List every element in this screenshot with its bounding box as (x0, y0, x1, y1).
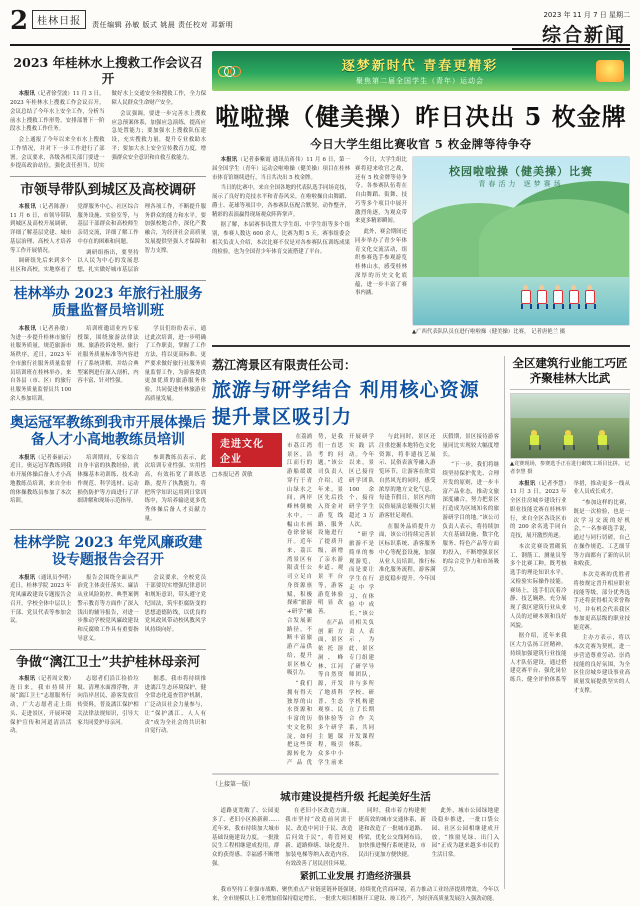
left-column (10, 51, 206, 889)
bottom-headline: 城市建设提档升级 托起美好生活 (280, 790, 431, 803)
page-grid (10, 51, 630, 902)
main-column (212, 51, 630, 902)
article-body (10, 675, 206, 736)
athlete-figure (553, 285, 562, 307)
feature-subheadline: 今日大学生组比赛收官 5 枚金牌等待争夺 (310, 137, 532, 151)
article-text: 我市坚持工业强市战略，聚焦重点产业链延链补链强链，持续优化营商环境，着力推动工业经济提质增效。今年以来，全市规模以上工业增加值保持稳定增长，一批重大项目相继开工建设、竣工投产，为经济高质量发展注入强劲动能。 (212, 887, 499, 902)
feature-headline: 啦啦操（健美操）昨日决出 5 枚金牌 (215, 102, 627, 131)
company-photo (212, 773, 499, 775)
article-text: “研学旅游不是简单的参观游览，而是要让学生在行走中学习、在体验中成长。”该公司相关负责人表示，为此，景区专门组建了研学导师团队，并与多所学校、研学机构建立了长期合作关系，共同开发课程体系。 (349, 532, 374, 749)
article-text: “下一步，我们将继续坚持保护优先、合理开发的原则，进一步丰富产品业态，推动文旅深度融合，努力把景区打造成为区域知名的旅游研学目的地。”该公司负责人表示，将持续加大在基础设施、数字化服务、特色产品等方面的投入，不断增强景区的综合竞争力和市场吸引力。 (442, 462, 499, 574)
company-feature (212, 356, 499, 902)
article-text: 参训教练员表示，此次培训专业性强、实用性高，有效拓宽了训练思路，提升了执教能力，将把所学知识运用到日常训练中，为培养输送更多优秀体操后备人才贡献力量。 (144, 454, 206, 522)
editors-line: 责任编辑 孙敏 版式 姚晨 责任校对 邓新明 (92, 21, 234, 29)
games-banner (212, 51, 630, 91)
feature-body (212, 156, 350, 336)
divider (510, 389, 630, 390)
article-text: 在荔浦市荔江湾景区，沿江而行的游船缓缓穿行于青山绿水之间，两岸峰林倒映水中，一幅山水画卷徐徐展开。近年来，荔江湾景区有限责任公司立足自身资源禀赋，积极探索“旅游+研学”融合发展新路径，不断丰富旅游产品供给，提升景区核心吸引力。 (287, 434, 312, 677)
sidebar-body (510, 480, 630, 696)
article-text: （通讯员李明）近日，桂林学院 2023 年党风廉政建设专题报告会召开，学校全体中层以上干部、党员代表等参加会议。 (10, 574, 72, 625)
article-text: 在产品创新方面，景区依托溶洞、峰林、江河等自然资源，开发了地质科普、生态观察、民俗体验等多个研学主题课程，吸引众多中小学生前来开展研学实践活动。今年以来，景区已接待研学团队 100 余个，接待研学学生超过 3 万人次。 (318, 434, 374, 766)
worker-figure (563, 430, 573, 450)
article-text: 此外，城市公园绿地建设稳步推进，一批口袋公园、社区公园相继建成开放，“推窗见绿、出门入园”正成为越来越多市民的生活日常。 (431, 808, 499, 858)
company-body-right (379, 433, 499, 584)
worker-figure (423, 773, 433, 774)
article-body (10, 90, 206, 171)
article-text: 会上通报了今年以来全市水上搜救工作情况，并对下一步工作进行了部署。会议要求，各级各相关部门要进一步提高政治站位，强化责任担当，切实做好水上交通安全和搜救工作，全力保障人民群众生命财产安全。 (10, 91, 206, 170)
article-text: 今日，大学生组比赛将迎来收官之战，还有 5 枚金牌等待争夺。各参赛队伍将在自由舞蹈、街舞、技巧等多个项目中展开激烈角逐，为观众带来更多精彩瞬间。 (355, 157, 407, 225)
article-text: （记者秦丽云）近日，奥运冠军教练到我市开展体操后备人才小高地教练员培训，来自全市的体操教练员参加了本次培训。 (10, 454, 72, 505)
athlete-figure (521, 285, 530, 307)
section-tag: 走进文化企业 (212, 433, 282, 467)
dateline: 本报讯 (18, 203, 37, 210)
article-text: 据了解，本届赛事设置大学生组、中学生组等多个组别，参赛人数达 600 余人，比赛为期 5 天。赛事组委会相关负责人介绍，本次比赛不仅是对各参赛队伍训练成果的检验，也为全国青少年体育交流搭建了平台。 (212, 222, 350, 255)
bottom-subheadline: 紧抓工业发展 打造经济强县 (299, 871, 412, 882)
article-headline: 争做“漓江卫士”共护桂林母亲河 (16, 654, 200, 670)
article-text: （记者徐莹波）11 月 3 日，2023 年桂林水上搜救工作会议召开，会议总结了今年水上安全工作，分析当前水上搜救工作形势，安排部署下一阶段水上搜救工作任务。 (10, 91, 105, 133)
banner-subtitle: 聚焦第二届全国学生（青年）运动会 (356, 77, 484, 85)
article-text: （记者陈静）11 月 6 日，市领导带队到城区及高校开展调研，详细了解基层党建、城市基层治理、高校人才培养等工作开展情况。 (10, 203, 72, 254)
tag-wrap (212, 433, 282, 478)
article-text: 本次竞赛设置砌筑工、钢筋工、测量员等多个比赛工种，既考核选手的理论知识水平，又检验实际操作技能。赛场上，选手们沉着冷静、技艺娴熟，充分展现了我区建筑行业从业人员的过硬本领和良好风貌。 (510, 543, 567, 629)
paper-logo: 桂林日报 (32, 10, 86, 29)
article-text: 调研组指出，要坚持以人民为中心的发展思想，扎实做好城市基层治理各项工作，不断提升服务群众的能力和水平。要加强校地合作，深化产教融合，为经济社会高质量发展提供坚强人才保障和智力支撑。 (77, 203, 206, 274)
photo-sky (511, 394, 629, 418)
article-text: 据悉，我市将持续推进漓江生态环境保护，健全常态化巡查管护机制，广泛动员社会力量参与，让“保护漓江、人人有责”成为全社会的共识和自觉行动。 (144, 675, 206, 735)
article-headline: 奥运冠军教练到我市开展体操后备人才小高地教练员培训 (10, 414, 206, 449)
worker-figure (253, 773, 263, 774)
company-lead: 荔江湾景区有限责任公司： (212, 358, 357, 373)
article-text: 志愿者们沿江捡拾垃圾、清理水面漂浮物，并向沿岸居民、游客发放宣传资料，普及漓江保护相关法律法规知识，引导大家共同爱护母亲河。 (77, 675, 139, 726)
article-text: （记者周文俊）连日来，我市持续开展“漓江卫士”志愿服务行动，广大志愿者走上街头、走进景区，开展环境保护宣传和河道清洁活动。 (10, 675, 72, 735)
sidebar-headline: 全区建筑行业能工巧匠齐聚桂林大比武 (512, 356, 628, 386)
top-feature (212, 51, 630, 336)
article-text: 本次竞赛的优胜者将按规定晋升相应职业技能等级，部分优秀选手还将获得相关荣誉称号，并有机会代表我区参加更高层级的职业技能竞赛。 (573, 572, 630, 631)
sidebar-photo (510, 393, 630, 459)
right-sidebar (504, 356, 630, 889)
article-text: 在老旧小区改造方面，我市坚持“改造前问需于民、改造中问计于民、改造后问效于民”，将管网更新、道路修缮、绿化提升、加装电梯等纳入改造内容，有效改善了居民居住环境。 (285, 808, 353, 867)
illustration-title: 校园啦啦操（健美操）比赛 (449, 165, 593, 178)
games-emblem-icon (596, 60, 624, 82)
banner-top (218, 55, 624, 86)
feature-content (212, 156, 630, 336)
article-headline: 市领导带队到城区及高校调研 (20, 182, 196, 198)
article-text: 培训班邀请业内专家授课，围绕旅游法律法规、旅游投诉处理、旅行社服务质量标准等内容进行了系统讲解，并结合典型案例进行深入剖析，内容丰富、针对性强。 (77, 325, 139, 385)
dateline: 本报讯 (220, 157, 238, 163)
masthead (10, 8, 630, 46)
feature-body-2 (355, 156, 407, 336)
athlete-figure (569, 285, 578, 307)
worker-figure (363, 773, 373, 774)
article-text: 道路更宽敞了、公园更多了、老旧小区换新颜……近年来，我市持续加大城市基础设施建设力度，一批批民生工程相继建成投用，群众的获得感、幸福感不断增强。 (212, 808, 280, 867)
article-text: 据介绍，近年来我区大力弘扬工匠精神，持续加强建筑行业技能人才队伍建设，通过搭建竞赛平台、强化岗位练兵、健全评价体系等举措，推动更多一线从业人员成长成才。 (510, 480, 630, 684)
dateline: 本报讯 (18, 454, 36, 461)
company-title: 旅游与研学结合 利用核心资源提升景区吸引力 (212, 379, 480, 429)
article-body (10, 325, 206, 404)
article-headline: 桂林举办 2023 年旅行社服务质量监督员培训班 (13, 285, 203, 320)
olympic-rings-icon (218, 64, 244, 78)
dateline: 本报讯 (18, 574, 36, 581)
article-text: 同时，我市着力构建便捷高效的城市交通体系，新建和改造了一批城市道路、桥梁，优化公交线网布局，加快推进慢行系统建设，市民出行更加方便快捷。 (358, 808, 426, 858)
divider (10, 280, 206, 281)
article-text: 会议强调，要进一步完善水上搜救应急预案体系，加强应急演练，提高应急处置能力；要加强水上搜救队伍建设，充实搜救力量，提升专业救助水平；要加大水上安全宣传教育力度，增强群众安全意识和自救互救能力。 (111, 110, 206, 161)
sidebar-photo-caption: ▲竞赛现场，参赛选手正在进行砌筑工项目比拼。 记者李慧 摄 (510, 460, 630, 475)
photo-caption: ▲广西代表队队员在进行啦啦操（健美操）比赛。 记者唐艳兰 摄 (412, 329, 566, 335)
article-body (10, 574, 206, 644)
article-text: “我们拥有得天独厚的山水资源和丰富的历史文化积淀，如何把这些资源转化为产品优势，是我们一直思考的问题。”该公司负责人介绍，近年来，景区先后投入资金对游览线路、服务设施进行了提质升级，新增了亲水游步道、观景平台等，游客游览体验明显改善。 (287, 434, 343, 766)
article-body (10, 203, 206, 275)
divider (10, 409, 206, 410)
dateline: 本报讯 (518, 480, 536, 487)
feature-illustration-wrap (412, 156, 630, 336)
publish-date: 2023 年 11 月 7 日 星期二 (543, 11, 630, 19)
dateline: 本报讯 (18, 325, 37, 332)
article-body (10, 454, 206, 524)
dateline: 本报讯 (18, 91, 35, 98)
divider (10, 176, 206, 177)
article-text: 与此同时，景区还注重挖掘本地特色文化资源，将非遗技艺展示、民俗表演等融入游览环节，让游客在欣赏自然风光的同时，感受浓厚的地方文化气息。每逢节假日，景区内的民俗展演总能吸引大量游客驻足观看。 (379, 434, 436, 519)
divider (212, 345, 630, 347)
worker-figure (468, 773, 478, 774)
masthead-right (512, 8, 630, 50)
article-text: 学员们纷纷表示，通过此次培训，进一步明确了工作职责，掌握了工作方法，将以更高标准、更严要求做好旅行社服务质量监督工作，为游客提供更加优质的旅游服务体验，共同促进桂林旅游业高质量发展。 (144, 325, 206, 402)
lower-section (212, 356, 630, 902)
bottom-footer-body (212, 886, 499, 904)
athlete-figure (585, 285, 594, 307)
illustration (412, 156, 630, 326)
hill-shape (479, 199, 630, 285)
article-text: 在服务品质提升方面，该公司持续完善景区标识系统、游客服务中心等配套设施，加强从业人员培训，推行标准化服务流程，游客满意度稳步提升。今年国庆假期，景区接待游客量同比实现较大幅度增长。 (379, 434, 499, 583)
article-headline: 桂林学院 2023 年党风廉政建设专题报告会召开 (13, 534, 203, 569)
page-number: 2 (10, 6, 29, 36)
dateline: 本报讯 (18, 675, 36, 682)
bottom-left-article (212, 779, 499, 906)
article-text: 培训期间，专家结合自身丰富的执教经验，就体操基本功训练、技术动作规范、科学选材、运动损伤防护等方面进行了详细讲解和现场示范指导。 (77, 454, 139, 505)
banner-slogan: 逐梦新时代 青春更精彩 (341, 59, 499, 74)
article-text: 会议要求，全校党员干部要切实增强纪律意识和规矩意识，带头遵守党纪国法，筑牢拒腐防变的思想道德防线，以优良的党风政风带动校风教风学风持续向好。 (144, 574, 206, 634)
article-text: （记者秦紫霞 通讯员蒋伟）11 月 6 日，第一届全国学生（青年）运动会啦啦操（健美操）项目在桂林市体育馆继续进行，当日共决出 5 枚金牌。 (212, 157, 350, 181)
section-title: 综合新闻 (512, 20, 630, 50)
article-text: 当日的比赛中，来自全国各地的代表队选手同场竞技，展示了良好的竞技水平和青春风采。在啦啦操自由舞蹈、爵士、花球等项目中，各参赛队伍配合默契、动作整齐，精彩的表演赢得现场观众阵阵掌声。 (212, 185, 351, 218)
article-text: （记者李慧）11 月 3 日，2023 年全区住房城乡建设行业职业技能竞赛在桂林举行，来自全区各设区市的 200 余名选手同台竞技，展开激烈角逐。 (510, 480, 567, 540)
article-text: 报告会围绕全面从严治党主体责任落实、廉洁从业风险防控、典型案例警示教育等方面作了深入浅出的辅导报告，对进一步推动学校党风廉政建设和反腐败工作具有重要指导意义。 (77, 574, 139, 642)
worker-figure (597, 430, 607, 450)
illustration-subtitle: 青春活力 逐梦赛场 (478, 180, 564, 188)
company-body-top (287, 433, 374, 768)
byline: □本报记者 黄敏 (212, 472, 253, 479)
article-headline: 2023 年桂林水上搜救工作会议召开 (13, 55, 203, 86)
article-text: 主办方表示，将以本次竞赛为契机，进一步营造尊重劳动、崇尚技能的良好氛围，为全区住房城乡建设事业高质量发展提供坚实的人才支撑。 (573, 635, 630, 694)
divider (10, 649, 206, 650)
article-text: 调研组先后来到多个社区和高校，实地察看了党群服务中心、社区综合服务设施、实验室等，与基层干部群众和高校师生亲切交流，详细了解工作中存在的困难和问题。 (10, 203, 139, 274)
article-text: “参加这样的比赛，既是一次检验，也是一次学习交流的好机会。”一名参赛选手说，通过与同行切磋，自己在操作规范、工艺细节等方面都有了新的认识和收获。 (573, 500, 630, 568)
article-text: （记者孙敏）为进一步提升桂林市旅行社服务质量，规范旅游市场秩序，近日，2023 年全市旅行社服务质量监督员培训班在桂林举办，来自各县（市、区）的旅行社服务质量监督员共 100 余人参加培训。 (10, 325, 72, 402)
company-top-row (212, 433, 499, 768)
divider (10, 529, 206, 530)
continued-note: （上接第一版） (212, 780, 255, 788)
worker-figure (303, 773, 313, 774)
article-text: 此外，赛会期间还同步举办了青少年体育文化交流活动，组织参赛选手参观游览桂林山水，感受桂林深厚的历史文化底蕴，进一步丰富了赛事内涵。 (355, 229, 407, 297)
worker-figure (529, 430, 539, 450)
bottom-body (212, 807, 499, 868)
athlete-figure (537, 285, 546, 307)
